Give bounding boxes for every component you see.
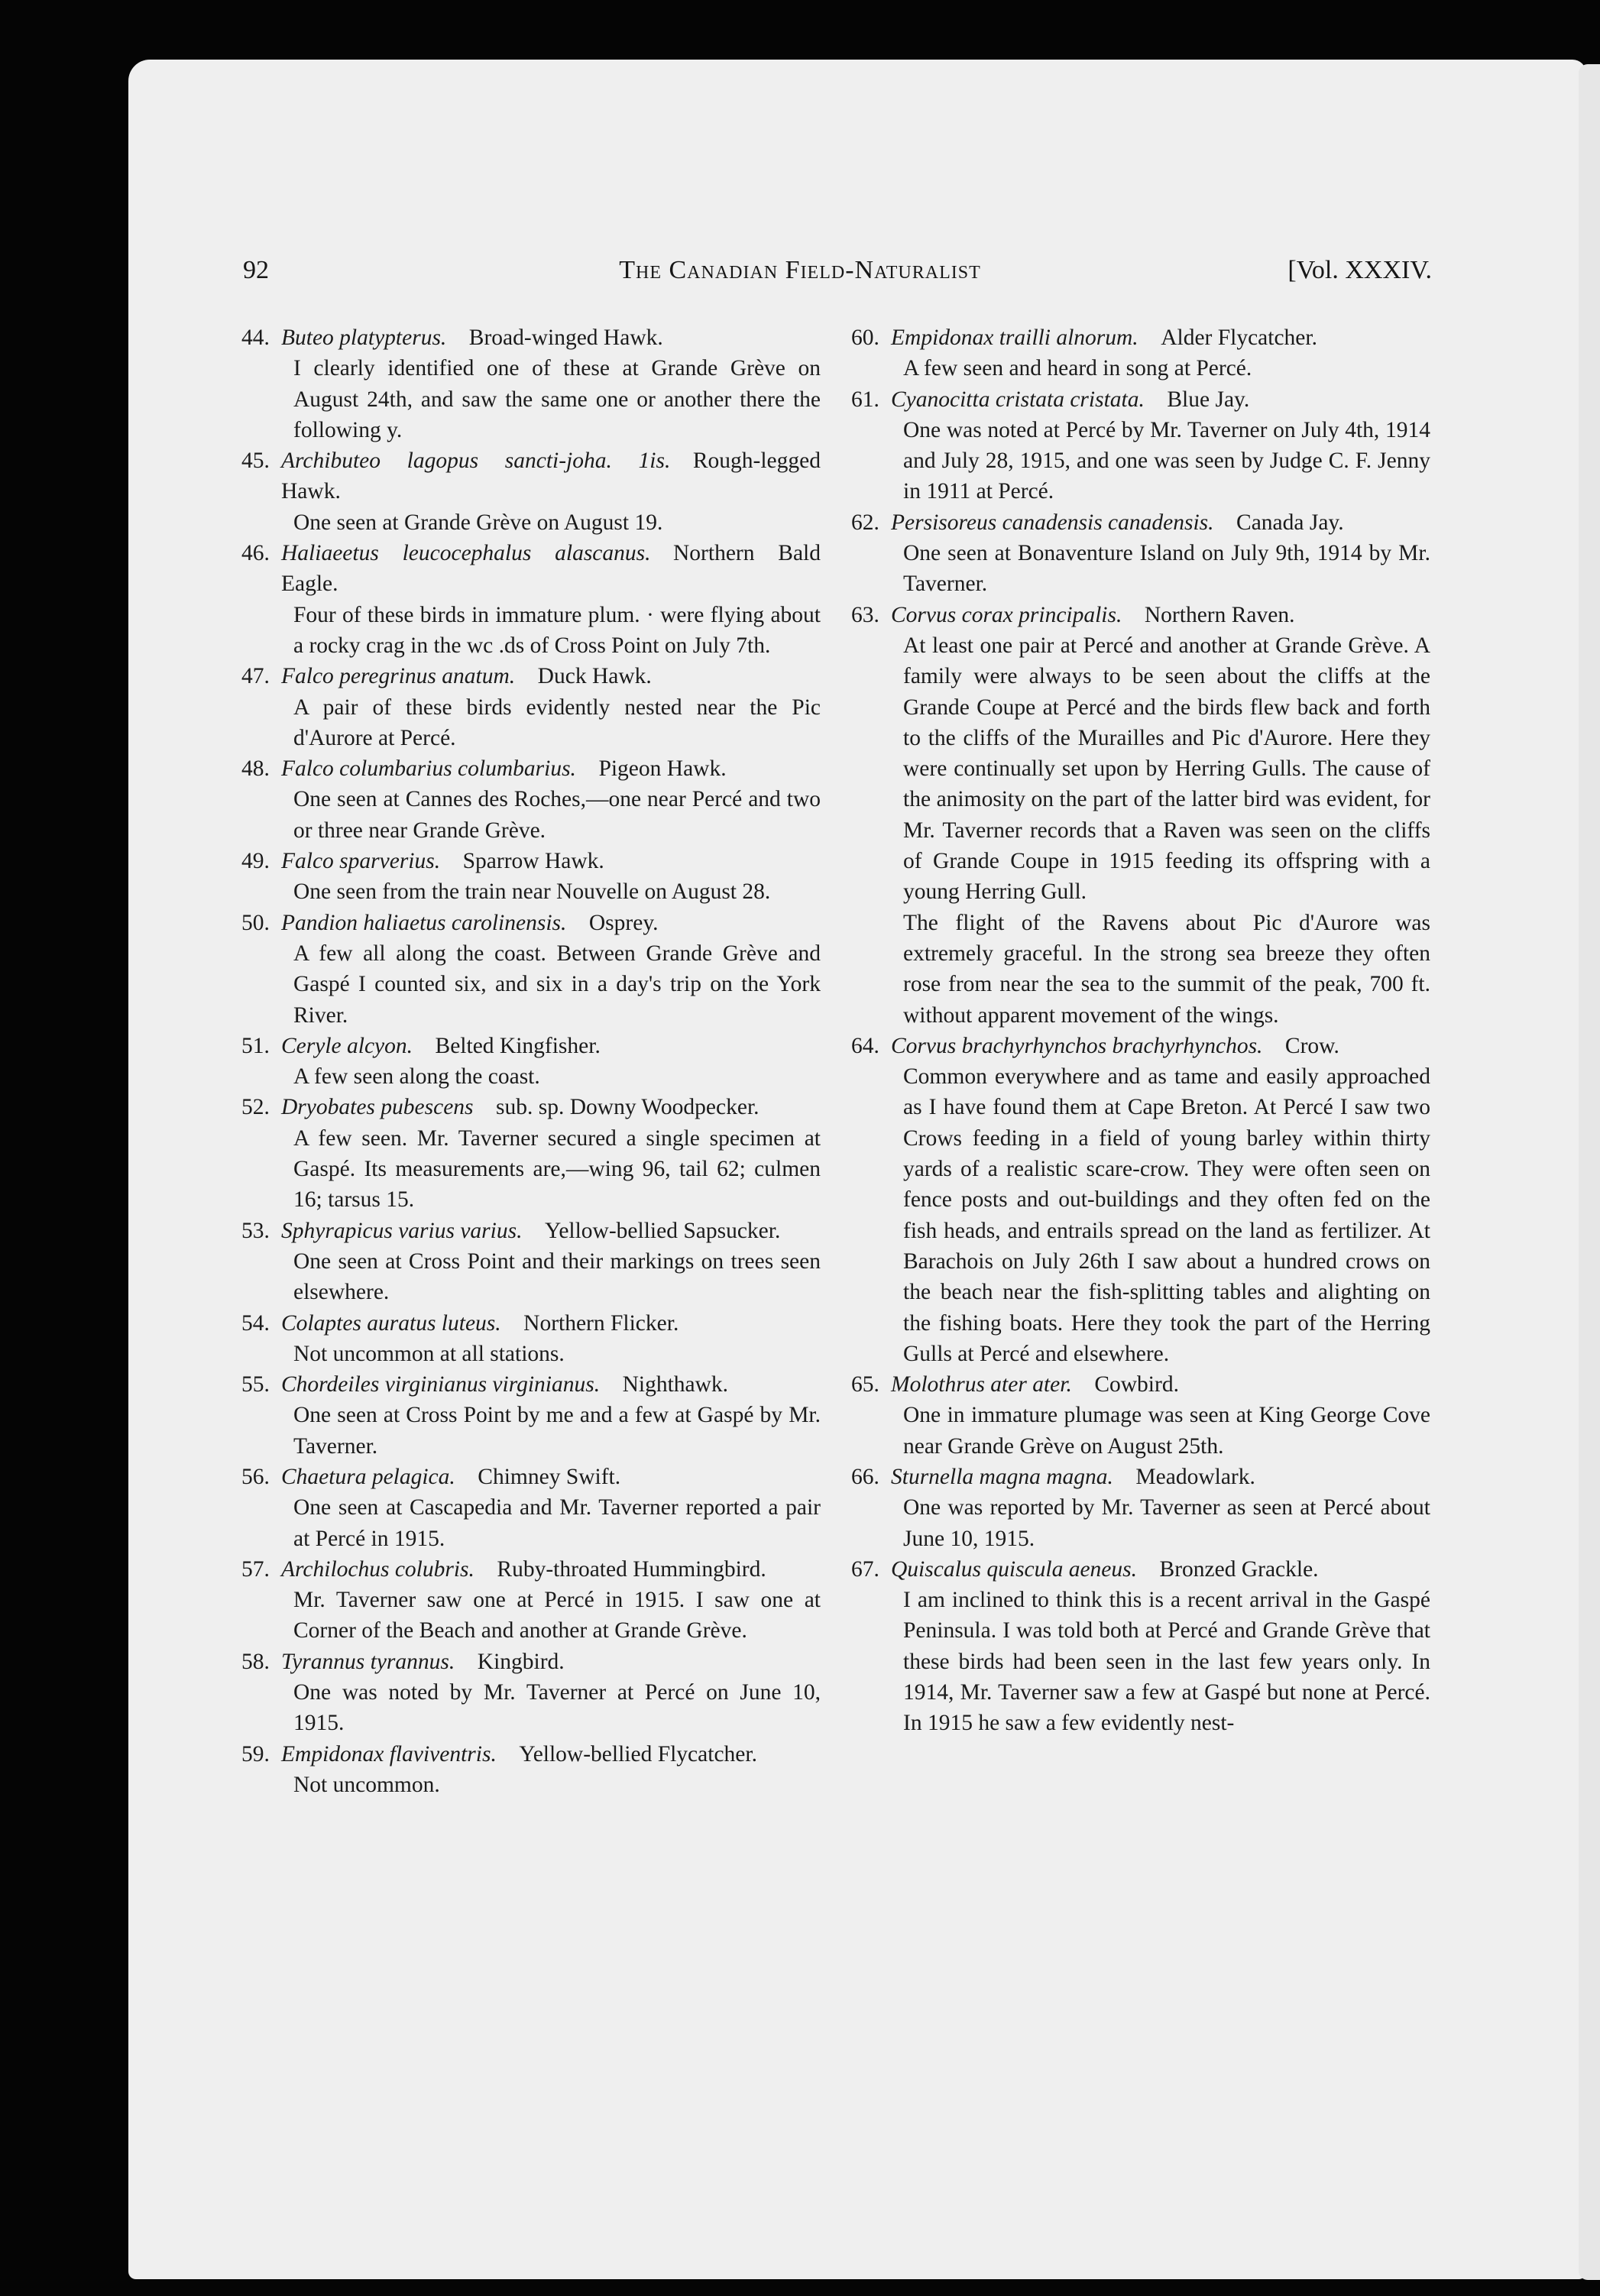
entry-heading [851, 1031, 1430, 1061]
scientific-name: Haliaeetus leucocephalus alascanus. [281, 541, 651, 566]
entry-number: 58. [241, 1649, 270, 1674]
common-name: Bronzed Grackle. [1159, 1556, 1319, 1582]
entry-title [281, 753, 821, 784]
common-name: Broad-winged Hawk. [468, 325, 663, 350]
entry-heading [241, 1554, 821, 1585]
common-name: Northern Raven. [1144, 602, 1295, 627]
species-entry [851, 600, 1430, 1031]
common-name: Northern Flicker. [523, 1310, 679, 1336]
species-entry [241, 1092, 821, 1215]
entry-title [891, 1462, 1430, 1492]
entry-number: 59. [241, 1741, 270, 1767]
common-name: Meadowlark. [1135, 1464, 1255, 1489]
entry-text: One seen at Cascapedia and Mr. Taverner reported a pair at Percé in 1915. [293, 1495, 821, 1551]
scientific-name: Sphyrapicus varius varius. [281, 1218, 523, 1243]
scientific-name: Cyanocitta cristata cristata. [891, 387, 1145, 412]
entry-heading [241, 445, 821, 507]
species-entry [851, 507, 1430, 600]
species-entry [241, 1308, 821, 1370]
scientific-name: Archilochus colubris. [281, 1556, 474, 1582]
entry-heading [241, 908, 821, 938]
common-name: Nighthawk. [622, 1372, 729, 1397]
entry-number: 48. [241, 756, 270, 782]
common-name: Kingbird. [477, 1649, 565, 1674]
journal-title: The Canadian Field-Naturalist [619, 256, 981, 284]
entry-heading [241, 1092, 821, 1122]
common-name: Rough-legged Hawk. [281, 449, 821, 504]
right-column [851, 322, 1430, 1739]
species-entry [241, 846, 821, 908]
species-entry [241, 1739, 821, 1801]
entry-title [891, 1369, 1430, 1400]
scientific-name: Colaptes auratus luteus. [281, 1310, 501, 1336]
entry-heading [241, 322, 821, 353]
scientific-name: Archibuteo lagopus sancti-joha. 1is. [281, 449, 671, 474]
entry-text: One in immature plumage was seen at King George Cove near Grande Grève on August 25th. [903, 1403, 1430, 1459]
entry-heading [241, 661, 821, 691]
entry-number: 64. [851, 1033, 879, 1058]
entry-text: The flight of the Ravens about Pic d'Aurore was extremely graceful. In the strong sea breeze they often rose from near the sea to the summit of the peak, 700 ft. without apparent movement of the wings. [903, 910, 1430, 1028]
entry-number: 47. [241, 664, 270, 689]
entry-heading [851, 1462, 1430, 1492]
entry-number: 52. [241, 1095, 270, 1120]
entry-text: I am inclined to think this is a recent arrival in the Gaspé Peninsula. I was told both at Percé and Grande Grève that these birds had been seen in the last few years only. In 1914, Mr. Taverner saw a few at Gaspé but none at Percé. In 1915 he saw a few evidently nest- [903, 1588, 1430, 1736]
common-name: Northern Bald Eagle. [281, 541, 821, 597]
entry-heading [241, 1216, 821, 1246]
entry-heading [851, 384, 1430, 415]
common-name: sub. sp. Downy Woodpecker. [496, 1095, 760, 1120]
entry-heading [851, 1369, 1430, 1400]
entry-number: 50. [241, 910, 270, 935]
entry-number: 55. [241, 1372, 270, 1397]
entry-heading [241, 1739, 821, 1770]
scientific-name: Chaetura pelagica. [281, 1464, 455, 1489]
entry-text: A few seen and heard in song at Percé. [903, 356, 1252, 381]
left-column [241, 322, 821, 1800]
entry-number: 46. [241, 541, 270, 566]
entry-text: One was noted at Percé by Mr. Taverner on July 4th, 1914 and July 28, 1915, and one was seen by Judge C. F. Jenny in 1911 at Percé. [903, 417, 1430, 504]
scientific-name: Molothrus ater ater. [891, 1372, 1072, 1397]
common-name: Duck Hawk. [537, 664, 652, 689]
species-entry [241, 1369, 821, 1462]
volume-label: [Vol. XXXIV. [1287, 256, 1432, 284]
entry-heading [241, 753, 821, 784]
entry-title [891, 600, 1430, 630]
scientific-name: Falco peregrinus anatum. [281, 664, 516, 689]
entry-text: I clearly identified one of these at Grande Grève on August 24th, and saw the same one or another there the following y. [293, 356, 821, 442]
entry-text: One seen at Bonaventure Island on July 9th, 1914 by Mr. Taverner. [903, 541, 1430, 597]
species-entry [241, 1031, 821, 1093]
adjacent-page-edge [1579, 64, 1600, 2280]
entry-text: At least one pair at Percé and another at Grande Grève. A family were always to be seen about the cliffs at the Grande Coupe at Percé and the birds flew back and forth to the cliffs of the Murailles and Pic d'Aurore. Here they were continually set upon by Herring Gulls. The cause of the animosity on the part of the latter bird was evident, for Mr. Taverner records that a Raven was seen on the cliffs of Grande Coupe in 1915 feeding its offspring with a young Herring Gull. [903, 633, 1430, 905]
species-entry [241, 1216, 821, 1308]
entry-title [281, 1554, 821, 1585]
scientific-name: Pandion haliaetus carolinensis. [281, 910, 567, 935]
species-entry [851, 1031, 1430, 1369]
common-name: Osprey. [588, 910, 659, 935]
entry-number: 66. [851, 1464, 879, 1489]
entry-number: 54. [241, 1310, 270, 1336]
species-entry [241, 753, 821, 846]
species-entry [851, 1462, 1430, 1554]
entry-number: 61. [851, 387, 879, 412]
entry-title [281, 1739, 821, 1770]
species-entry [241, 908, 821, 1031]
species-entry [241, 1647, 821, 1739]
entry-title [891, 1554, 1430, 1585]
entry-heading [241, 538, 821, 600]
entry-text: A few all along the coast. Between Grande Grève and Gaspé I counted six, and six in a day's trip on the York River. [293, 941, 821, 1028]
common-name: Yellow-bellied Sapsucker. [544, 1218, 781, 1243]
entry-text: A few seen. Mr. Taverner secured a single specimen at Gaspé. Its measurements are,—wing 96, tail 62; culmen 16; tarsus 15. [293, 1125, 821, 1213]
entry-title [281, 846, 821, 876]
scientific-name: Falco sparverius. [281, 849, 441, 874]
scientific-name: Corvus corax principalis. [891, 602, 1122, 627]
scientific-name: Sturnella magna magna. [891, 1464, 1113, 1489]
entry-heading [241, 1462, 821, 1492]
entry-number: 63. [851, 602, 879, 627]
common-name: Chimney Swift. [478, 1464, 621, 1489]
entry-number: 62. [851, 510, 879, 535]
scientific-name: Empidonax flaviventris. [281, 1741, 497, 1767]
species-entry [241, 445, 821, 538]
entry-text: A few seen along the coast. [293, 1064, 540, 1090]
species-entry [241, 1462, 821, 1554]
entry-title [891, 507, 1430, 538]
entry-text: Not uncommon at all stations. [293, 1341, 565, 1366]
entry-title [891, 384, 1430, 415]
entry-title [281, 445, 821, 507]
entry-text: A pair of these birds evidently nested near the Pic d'Aurore at Percé. [293, 695, 821, 750]
species-entry [851, 384, 1430, 507]
entry-text: One seen at Grande Grève on August 19. [293, 510, 663, 535]
entry-number: 57. [241, 1556, 270, 1582]
common-name: Belted Kingfisher. [435, 1033, 601, 1058]
entry-title [281, 322, 821, 353]
entry-title [281, 1647, 821, 1677]
entry-title [281, 1216, 821, 1246]
scientific-name: Dryobates pubescens [281, 1095, 474, 1120]
entry-text: Not uncommon. [293, 1772, 440, 1797]
common-name: Yellow-bellied Flycatcher. [519, 1741, 757, 1767]
species-entry [851, 1369, 1430, 1462]
entry-heading [241, 1647, 821, 1677]
common-name: Blue Jay. [1167, 387, 1250, 412]
species-entry [241, 538, 821, 661]
species-entry [851, 1554, 1430, 1739]
species-entry [241, 322, 821, 445]
common-name: Canada Jay. [1236, 510, 1344, 535]
entry-heading [241, 846, 821, 876]
entry-number: 53. [241, 1218, 270, 1243]
entry-title [281, 1092, 821, 1122]
entry-number: 65. [851, 1372, 879, 1397]
entry-title [281, 1031, 821, 1061]
entry-title [281, 908, 821, 938]
entry-number: 44. [241, 325, 270, 350]
entry-text: One was noted by Mr. Taverner at Percé on June 10, 1915. [293, 1680, 821, 1736]
entry-heading [241, 1369, 821, 1400]
entry-text: One seen at Cross Point by me and a few at Gaspé by Mr. Taverner. [293, 1403, 821, 1459]
scientific-name: Persisoreus canadensis canadensis. [891, 510, 1214, 535]
entry-number: 51. [241, 1033, 270, 1058]
entry-text: One seen at Cross Point and their markings on trees seen elsewhere. [293, 1248, 821, 1305]
species-entry [241, 1554, 821, 1647]
entry-title [281, 661, 821, 691]
entry-heading [241, 1031, 821, 1061]
entry-heading [851, 507, 1430, 538]
entry-title [281, 538, 821, 600]
entry-text: One was reported by Mr. Taverner as seen at Percé about June 10, 1915. [903, 1495, 1430, 1551]
scientific-name: Empidonax trailli alnorum. [891, 325, 1138, 350]
entry-text: Common everywhere and as tame and easily approached as I have found them at Cape Breton. At Percé I saw two Crows feeding in a field of young barley within thirty yards of a realistic scare-crow. They were often seen on fence posts and out-buildings and they often fed on the fish heads, and entrails spread on the land as fertilizer. At Barachois on July 26th I saw about a hundred crows on the beach near the fish-splitting tables and alighting on the fishing boats. Here they took the part of the Herring Gulls at Percé and elsewhere. [903, 1064, 1430, 1366]
page-number: 92 [243, 256, 269, 284]
common-name: Sparrow Hawk. [462, 849, 604, 874]
scientific-name: Quiscalus quiscula aeneus. [891, 1556, 1138, 1582]
entry-number: 60. [851, 325, 879, 350]
entry-heading [851, 322, 1430, 353]
common-name: Pigeon Hawk. [598, 756, 727, 782]
entry-heading [851, 1554, 1430, 1585]
entry-title [281, 1308, 821, 1339]
entry-number: 45. [241, 449, 270, 474]
scientific-name: Buteo platypterus. [281, 325, 447, 350]
entry-text: One seen at Cannes des Roches,—one near Percé and two or three near Grande Grève. [293, 787, 821, 843]
entry-heading [241, 1308, 821, 1339]
entry-heading [851, 600, 1430, 630]
entry-title [891, 1031, 1430, 1061]
common-name: Ruby-throated Hummingbird. [497, 1556, 766, 1582]
entry-number: 49. [241, 849, 270, 874]
entry-text: Four of these birds in immature plum. · were flying about a rocky crag in the wc .ds of Cross Point on July 7th. [293, 602, 821, 658]
scientific-name: Tyrannus tyrannus. [281, 1649, 455, 1674]
entry-title [891, 322, 1430, 353]
scientific-name: Ceryle alcyon. [281, 1033, 413, 1058]
species-entry [241, 661, 821, 753]
entry-text: One seen from the train near Nouvelle on August 28. [293, 879, 771, 905]
entry-title [281, 1462, 821, 1492]
scientific-name: Falco columbarius columbarius. [281, 756, 576, 782]
species-entry [851, 322, 1430, 384]
common-name: Cowbird. [1094, 1372, 1179, 1397]
common-name: Alder Flycatcher. [1161, 325, 1317, 350]
entry-title [281, 1369, 821, 1400]
entry-number: 67. [851, 1556, 879, 1582]
scientific-name: Corvus brachyrhynchos brachyrhynchos. [891, 1033, 1263, 1058]
common-name: Crow. [1284, 1033, 1339, 1058]
scientific-name: Chordeiles virginianus virginianus. [281, 1372, 601, 1397]
entry-text: Mr. Taverner saw one at Percé in 1915. I saw one at Corner of the Beach and another at Grande Grève. [293, 1588, 821, 1643]
entry-number: 56. [241, 1464, 270, 1489]
